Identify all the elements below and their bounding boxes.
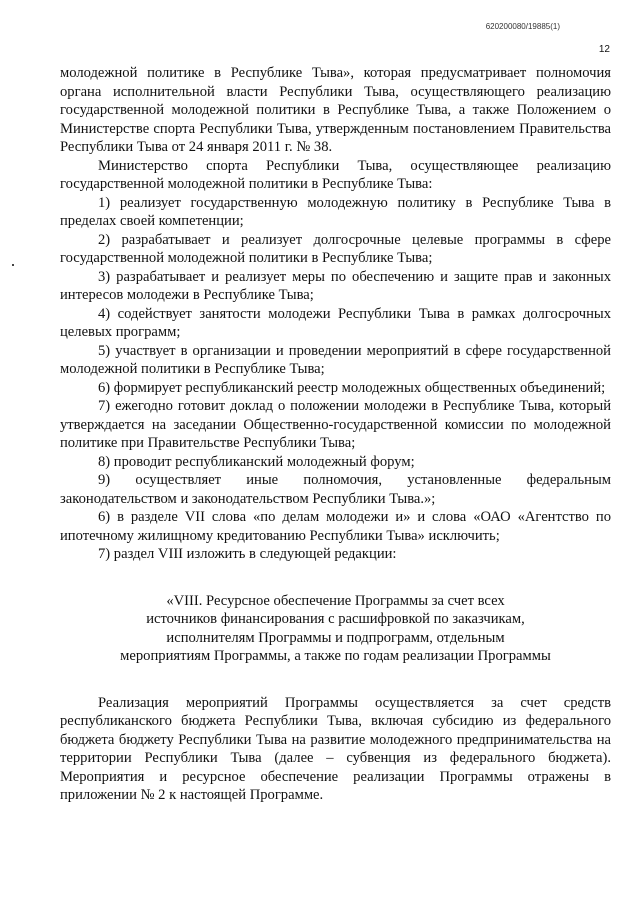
list-item: 3) разрабатывает и реализует меры по обеспечению и защите прав и законных интересов молодежи в Республике Тыва; [60, 268, 611, 303]
paragraph-section-viii: 7) раздел VIII изложить в следующей редакции: [98, 546, 397, 562]
paragraph-continuation: молодежной политике в Республике Тыва», которая предусматривает полномочия органа исполнительной власти Республики Тыва, осуществляющего реализацию государственной молодежной политики в Республике Тыва, а также Положением о Министерстве спорта Республики Тыва, утвержденным постановлением Правительства Республики Тыва от 24 января 2011 г. № 38. [60, 65, 611, 155]
paragraph-ministry: Министерство спорта Республики Тыва, осуществляющее реализацию государственной молодежной политики в Республике Тыва: [60, 157, 611, 192]
heading-line: мероприятиям Программы, а также по годам реализации Программы [120, 648, 551, 664]
list-item: 6) формирует республиканский реестр молодежных общественных объединений; [98, 379, 606, 396]
list-item: 8) проводит республиканский молодежный форум; [98, 453, 415, 470]
heading-line: исполнителям Программы и подпрограмм, отдельным [166, 629, 505, 646]
paragraph-funding: Реализация мероприятий Программы осуществляется за счет средств республиканского бюджета Республики Тыва, включая субсидию из федерального бюджета бюджету Республики Тыва на развитие молодежного предпринимательства на территории Республики Тыва (далее – субвенция из федерального бюджета). Мероприятия и ресурсное обеспечение реализации Программы отражены в приложении № 2 к настоящей Программе. [60, 694, 611, 803]
list-item: 9) осуществляет иные полномочия, установленные федеральным законодательством и законодательством Республики Тыва.»; [60, 472, 611, 507]
document-body [60, 64, 611, 805]
list-item: 1) реализует государственную молодежную политику в Республике Тыва в пределах своей компетенции; [60, 194, 611, 229]
list-item: 2) разрабатывает и реализует долгосрочные целевые программы в сфере государственной молодежной политики в Республике Тыва; [60, 231, 611, 266]
heading-line: источников финансирования с расшифровкой по заказчикам, [146, 611, 525, 627]
list-item: 7) ежегодно готовит доклад о положении молодежи в Республике Тыва, который утверждается на заседании Общественно-государственной комиссии по молодежной политике при Правительстве Республики Тыва; [60, 398, 611, 451]
section-heading [60, 592, 611, 666]
scan-speck [12, 264, 14, 266]
paragraph-section-vii: 6) в разделе VII слова «по делам молодежи и» и слова «ОАО «Агентство по ипотечному жилищному кредитованию Республики Тыва» исключить; [60, 509, 611, 544]
list-item: 4) содействует занятости молодежи Республики Тыва в рамках долгосрочных целевых программ; [60, 305, 611, 340]
list-item: 5) участвует в организации и проведении мероприятий в сфере государственной молодежной политики в Республике Тыва; [60, 342, 611, 377]
page-number: 12 [598, 44, 610, 55]
document-id: 620200080/19885(1) [485, 22, 560, 31]
heading-line: «VIII. Ресурсное обеспечение Программы за счет всех [166, 592, 505, 609]
